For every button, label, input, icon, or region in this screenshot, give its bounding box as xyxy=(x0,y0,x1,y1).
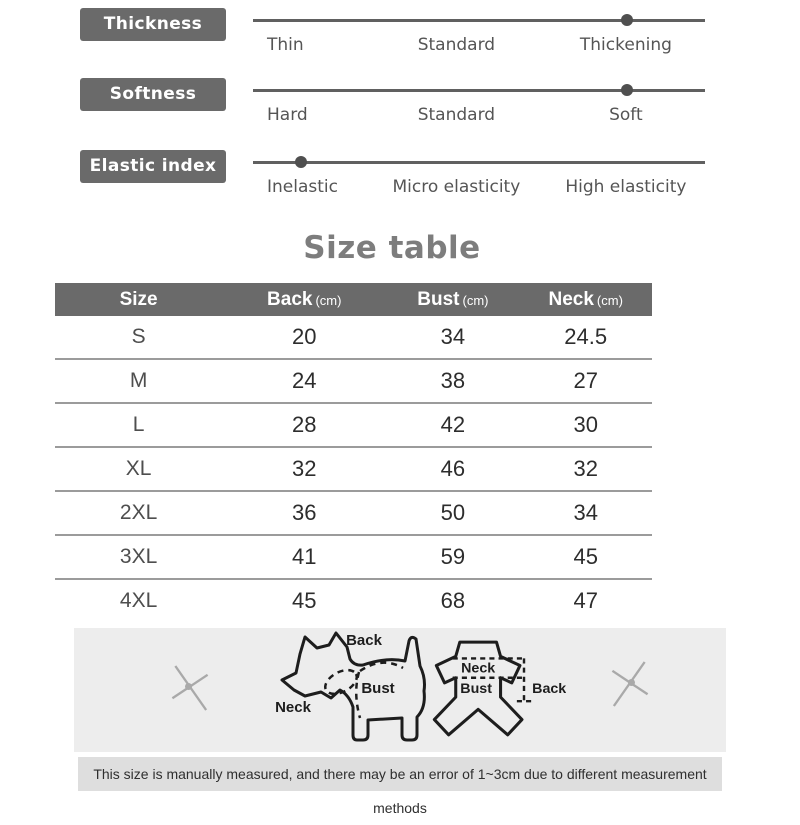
table-row-l xyxy=(55,404,652,448)
header-size xyxy=(55,283,222,316)
cell-back: 45 xyxy=(292,588,317,613)
header-bust-name: Bust xyxy=(417,289,460,310)
elastic-index-row xyxy=(0,150,800,212)
softness-index-row xyxy=(0,78,800,140)
cell-size: 3XL xyxy=(119,545,158,568)
table-row-m xyxy=(55,360,652,404)
header-back-name: Back xyxy=(267,289,313,310)
garment-back-label: Back xyxy=(532,681,566,698)
thickness-slider-track xyxy=(253,19,705,22)
cell-size: L xyxy=(132,413,145,436)
cell-bust: 46 xyxy=(440,456,466,481)
size-table-title: Size table xyxy=(303,230,481,266)
cell-bust: 68 xyxy=(440,588,466,613)
measurement-disclaimer: This size is manually measured, and there may be an error of 1~3cm due to different measurement methods xyxy=(78,757,722,791)
dog-neck-dashed-line xyxy=(321,665,360,699)
softness-slider-dot xyxy=(621,84,633,96)
cell-back: 41 xyxy=(292,544,317,569)
cell-neck: 30 xyxy=(573,412,598,437)
elastic-slider-dot xyxy=(295,156,307,168)
cell-bust: 34 xyxy=(440,324,466,349)
elastic-tick-high: High elasticity xyxy=(565,177,687,197)
dog-bust-label: Bust xyxy=(361,680,395,697)
cell-size: S xyxy=(131,325,146,348)
header-back xyxy=(222,283,386,316)
cell-neck: 34 xyxy=(573,500,598,525)
size-table-header-row xyxy=(55,283,652,316)
cell-back: 36 xyxy=(292,500,317,525)
header-neck xyxy=(519,283,652,316)
table-row-s xyxy=(55,316,652,360)
softness-tick-soft: Soft xyxy=(609,105,643,125)
thickness-tick-thickening: Thickening xyxy=(579,35,672,55)
header-neck-name: Neck xyxy=(548,289,594,310)
cell-neck: 24.5 xyxy=(564,324,608,349)
cell-bust: 42 xyxy=(440,412,466,437)
cell-size: 2XL xyxy=(119,501,158,524)
table-row-2xl xyxy=(55,492,652,536)
thickness-tick-standard: Standard xyxy=(417,35,496,55)
table-row-4xl xyxy=(55,580,652,622)
softness-tick-standard: Standard xyxy=(417,105,496,125)
softness-index-label: Softness index xyxy=(80,78,226,111)
cell-bust: 50 xyxy=(440,500,466,525)
dog-neck-label: Neck xyxy=(275,699,311,716)
cell-neck: 47 xyxy=(573,588,598,613)
elastic-slider-track xyxy=(253,161,705,164)
cell-back: 28 xyxy=(292,412,317,437)
header-neck-unit: (cm) xyxy=(596,293,623,308)
cut-mark-icon xyxy=(608,658,652,710)
header-size-name: Size xyxy=(119,289,158,310)
thickness-slider-dot xyxy=(621,14,633,26)
softness-tick-hard: Hard xyxy=(267,105,308,125)
measure-diagram-panel xyxy=(74,628,726,752)
cell-bust: 38 xyxy=(440,368,466,393)
thickness-index-row xyxy=(0,8,800,70)
cell-size: XL xyxy=(125,457,152,480)
size-table xyxy=(55,283,652,622)
header-bust xyxy=(386,283,519,316)
cell-size: 4XL xyxy=(119,589,158,612)
thickness-index-label: Thickness index xyxy=(80,8,226,41)
table-row-xl xyxy=(55,448,652,492)
cell-neck: 32 xyxy=(573,456,598,481)
garment-bust-label: Bust xyxy=(460,681,492,698)
dog-measure-illustration xyxy=(260,628,435,750)
cell-back: 24 xyxy=(292,368,317,393)
dog-back-label: Back xyxy=(346,632,382,649)
elastic-tick-inelastic: Inelastic xyxy=(267,177,338,197)
elastic-index-label: Elastic index xyxy=(80,150,226,183)
cell-bust: 59 xyxy=(440,544,466,569)
softness-slider-track xyxy=(253,89,705,92)
table-row-3xl xyxy=(55,536,652,580)
cell-back: 32 xyxy=(292,456,317,481)
header-back-unit: (cm) xyxy=(315,293,342,308)
cell-back: 20 xyxy=(292,324,317,349)
header-bust-unit: (cm) xyxy=(462,293,489,308)
cell-neck: 45 xyxy=(573,544,598,569)
softness-slider xyxy=(253,78,705,138)
thickness-tick-thin: Thin xyxy=(267,35,304,55)
elastic-tick-micro: Micro elasticity xyxy=(392,177,521,197)
elastic-slider xyxy=(253,150,705,210)
cut-mark-icon xyxy=(168,662,212,714)
thickness-slider xyxy=(253,8,705,68)
garment-measure-illustration xyxy=(428,636,566,744)
garment-neck-label: Neck xyxy=(461,660,496,677)
cell-neck: 27 xyxy=(573,368,598,393)
cell-size: M xyxy=(129,369,148,392)
